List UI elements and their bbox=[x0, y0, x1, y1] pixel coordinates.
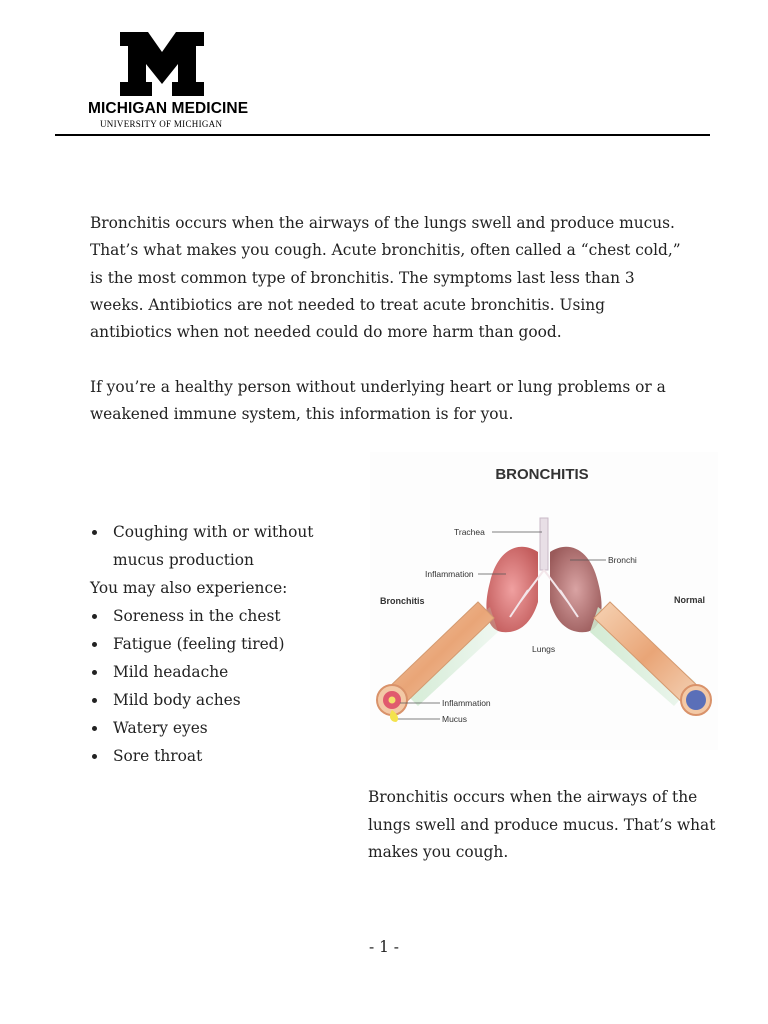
logo-wordmark: MICHIGAN MEDICINE bbox=[88, 100, 249, 117]
also-experience-label: You may also experience: bbox=[90, 579, 288, 597]
lungs-label: Lungs bbox=[532, 644, 556, 654]
bronchi-label: Bronchi bbox=[608, 555, 637, 565]
bronchitis-illustration bbox=[370, 452, 718, 750]
symptoms-section bbox=[90, 518, 360, 770]
inflammation-label: Inflammation bbox=[425, 569, 474, 579]
lower-inflammation-label: Inflammation bbox=[442, 698, 491, 708]
list-item: Sore throat bbox=[90, 742, 360, 770]
trachea-shape bbox=[540, 518, 548, 570]
list-item: Coughing with or without mucus production bbox=[90, 518, 360, 574]
bronchitis-diagram bbox=[370, 452, 718, 750]
list-item: Mild body aches bbox=[90, 686, 360, 714]
intro-paragraph-2: If you’re a healthy person without underlying heart or lung problems or a weakened immune system, this information is for you. bbox=[90, 378, 666, 424]
mucus-label: Mucus bbox=[442, 714, 468, 724]
bronchitis-label: Bronchitis bbox=[380, 596, 425, 606]
figure-title: BRONCHITIS bbox=[495, 466, 589, 483]
list-item: Watery eyes bbox=[90, 714, 360, 742]
primary-symptom-list bbox=[90, 518, 360, 574]
additional-symptom-list bbox=[90, 602, 360, 770]
normal-label: Normal bbox=[674, 595, 706, 605]
list-item: Fatigue (feeling tired) bbox=[90, 630, 360, 658]
intro-paragraph-1: Bronchitis occurs when the airways of the lungs swell and produce mucus. That’s what makes you cough. Acute bronchitis, often called a “chest cold,” is the most common type of bronchitis. The symptoms last less than 3 weeks. Antibiotics are not needed to treat acute bronchitis. Using antibiotics when not needed could do more harm than good. bbox=[90, 214, 681, 342]
normal-lumen bbox=[686, 690, 706, 710]
trachea-label: Trachea bbox=[454, 527, 485, 537]
page-number: - 1 - bbox=[369, 938, 399, 956]
michigan-medicine-logo bbox=[88, 32, 249, 130]
list-item: Soreness in the chest bbox=[90, 602, 360, 630]
logo-subtitle: UNIVERSITY OF MICHIGAN bbox=[100, 119, 223, 129]
header-divider bbox=[55, 134, 710, 136]
list-item: Mild headache bbox=[90, 658, 360, 686]
block-m-logo-icon bbox=[120, 32, 204, 96]
mucus-spot bbox=[389, 697, 396, 704]
figure-caption: Bronchitis occurs when the airways of the lungs swell and produce mucus. That’s what makes you cough. bbox=[368, 788, 716, 861]
